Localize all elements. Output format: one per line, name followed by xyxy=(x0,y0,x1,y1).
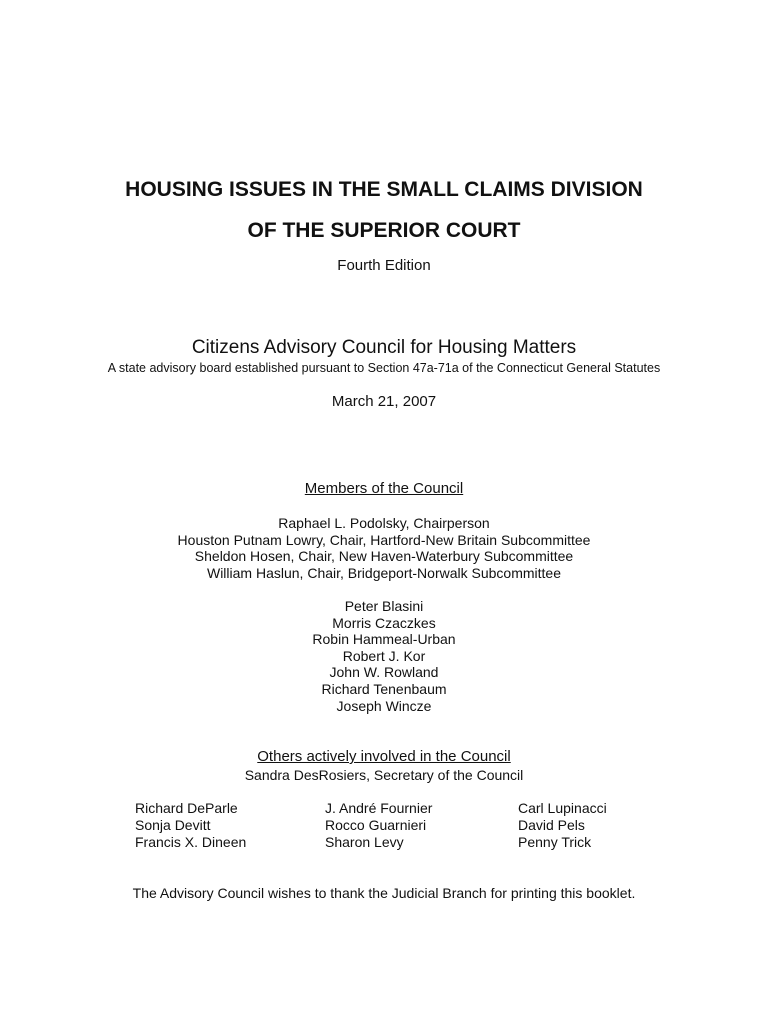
member-item: Robin Hammeal-Urban xyxy=(312,631,456,648)
officer-item: William Haslun, Chair, Bridgeport-Norwalk Subcommittee xyxy=(206,564,561,581)
others-heading: Others actively involved in the Council xyxy=(257,748,511,765)
organization-name: Citizens Advisory Council for Housing Matters xyxy=(191,337,577,358)
officer-item: Houston Putnam Lowry, Chair, Hartford-New Britain Subcommittee xyxy=(177,531,591,548)
publication-date: March 21, 2007 xyxy=(331,393,437,410)
member-item: Morris Czaczkes xyxy=(332,614,436,631)
officer-item: Sheldon Hosen, Chair, New Haven-Waterbury Subcommittee xyxy=(194,548,574,565)
edition-label: Fourth Edition xyxy=(337,257,431,274)
other-person: Sonja Devitt xyxy=(135,816,211,833)
organization-subtitle: A state advisory board established pursuant to Section 47a-71a of the Connecticut General Statutes xyxy=(107,361,661,375)
officers-list xyxy=(0,515,768,581)
others-column-1 xyxy=(135,800,246,850)
member-item: Peter Blasini xyxy=(344,598,424,614)
thanks-note: The Advisory Council wishes to thank the Judicial Branch for printing this booklet. xyxy=(132,885,636,901)
other-person: Penny Trick xyxy=(518,833,592,850)
other-person: Francis X. Dineen xyxy=(135,833,247,850)
document-title-line-1: HOUSING ISSUES IN THE SMALL CLAIMS DIVISION xyxy=(125,178,643,201)
other-person: Rocco Guarnieri xyxy=(325,816,427,833)
other-person: Sharon Levy xyxy=(325,833,404,850)
officer-item: Raphael L. Podolsky, Chairperson xyxy=(278,515,490,531)
member-item: Robert J. Kor xyxy=(342,647,426,664)
member-item: Richard Tenenbaum xyxy=(321,680,447,697)
member-item: Joseph Wincze xyxy=(336,697,432,714)
members-heading: Members of the Council xyxy=(304,480,464,497)
other-person: David Pels xyxy=(518,816,585,833)
member-item: John W. Rowland xyxy=(329,664,439,681)
other-person: J. André Fournier xyxy=(325,800,433,816)
others-column-2 xyxy=(325,800,432,850)
other-person: Richard DeParle xyxy=(135,800,238,816)
document-title-line-2: OF THE SUPERIOR COURT xyxy=(247,219,521,242)
other-person: Carl Lupinacci xyxy=(518,800,607,816)
secretary-line: Sandra DesRosiers, Secretary of the Council xyxy=(244,767,524,783)
members-list xyxy=(0,598,768,714)
others-column-3 xyxy=(518,800,607,850)
